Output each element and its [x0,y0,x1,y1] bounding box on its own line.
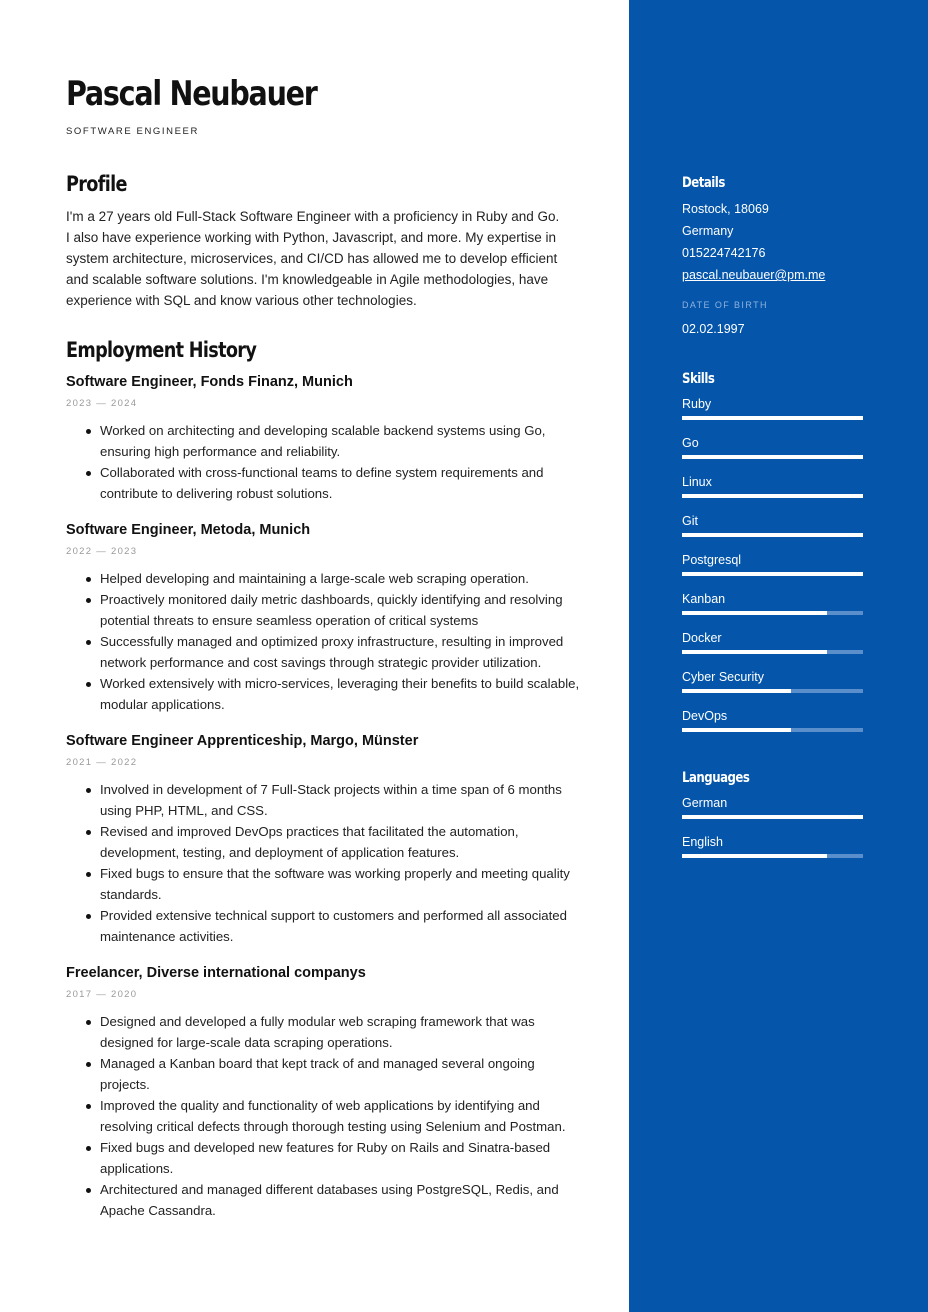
details-section [682,174,863,340]
skill-level-bar [682,689,863,693]
dob-label: DATE OF BIRTH [682,300,768,310]
job-entry-title: Software Engineer Apprenticeship, Margo, Münster [66,733,419,749]
skill-item [682,661,863,700]
job-bullet-list [66,568,586,715]
job-bullet: Worked on architecting and developing scalable backend systems using Go, ensuring high performance and reliability. [66,420,586,462]
skill-level-fill [682,494,863,498]
skill-level-bar [682,533,863,537]
job-entry [66,731,586,947]
job-bullet: Managed a Kanban board that kept track of and managed several ongoing projects. [66,1053,586,1095]
address-city: Rostock, 18069 [682,202,769,216]
skill-level-fill [682,416,863,420]
skills-list [682,388,863,739]
languages-section [682,769,863,865]
skill-level-bar [682,455,863,459]
language-level-fill [682,815,863,819]
skill-item [682,388,863,427]
dob-value: 02.02.1997 [682,322,745,336]
languages-heading: Languages [682,770,750,786]
skill-level-fill [682,611,827,615]
job-bullet-list [66,1011,586,1221]
candidate-name: Pascal Neubauer [66,74,317,114]
job-bullet: Designed and developed a fully modular web scraping framework that was designed for large-scale data scraping operations. [66,1011,586,1053]
job-bullet-list [66,779,586,947]
skill-name: Postgresql [682,553,742,567]
job-list [66,372,586,1221]
skill-level-fill [682,533,863,537]
skill-level-fill [682,455,863,459]
job-entry-title: Software Engineer, Fonds Finanz, Munich [66,374,353,390]
details-heading: Details [682,175,725,191]
language-name: German [682,796,728,810]
job-entry-title: Freelancer, Diverse international companys [66,965,366,981]
job-bullet: Revised and improved DevOps practices that facilitated the automation, development, testing, and deployment of application features. [66,821,586,863]
profile-heading: Profile [66,172,127,196]
skills-section [682,370,863,739]
skill-name: Cyber Security [682,670,764,684]
job-bullet: Improved the quality and functionality of web applications by identifying and resolving critical defects through thorough testing using Selenium and Postman. [66,1095,586,1137]
skill-level-fill [682,572,863,576]
profile-text: I'm a 27 years old Full-Stack Software Engineer with a proficiency in Ruby and Go. I also have experience working with Python, Javascript, and more. My expertise in system architecture, microservices, and CI/CD has allowed me to develop efficient and scalable software solutions. I'm knowledgeable in Agile methodologies, have experience with SQL and know various other technologies. [66,209,560,308]
skill-name: Docker [682,631,722,645]
skill-level-bar [682,416,863,420]
job-bullet: Involved in development of 7 Full-Stack projects within a time span of 6 months using PHP, HTML, and CSS. [66,779,586,821]
skill-level-bar [682,650,863,654]
skill-name: Ruby [682,397,712,411]
skill-item [682,583,863,622]
job-entry-dates: 2023 — 2024 [66,398,138,409]
job-bullet: Provided extensive technical support to customers and performed all associated maintenance activities. [66,905,586,947]
skill-name: DevOps [682,709,728,723]
language-item [682,787,863,826]
job-entry [66,372,586,504]
job-entry-title: Software Engineer, Metoda, Munich [66,522,311,538]
skill-name: Git [682,514,698,528]
skill-name: Linux [682,475,712,489]
job-bullet-list [66,420,586,504]
employment-heading: Employment History [66,338,257,362]
skill-level-fill [682,689,791,693]
skill-item [682,427,863,466]
skill-level-fill [682,728,791,732]
skill-item [682,505,863,544]
language-level-fill [682,854,827,858]
skill-item [682,622,863,661]
language-level-bar [682,854,863,858]
skill-item [682,544,863,583]
job-bullet: Fixed bugs and developed new features for Ruby on Rails and Sinatra-based applications. [66,1137,586,1179]
skill-name: Go [682,436,699,450]
languages-list [682,787,863,865]
skill-name: Kanban [682,592,726,606]
skill-level-bar [682,494,863,498]
skill-level-bar [682,728,863,732]
language-name: English [682,835,723,849]
job-entry-dates: 2022 — 2023 [66,546,138,557]
email-link[interactable]: pascal.neubauer@pm.me [682,268,826,282]
sidebar [629,0,928,1312]
job-entry [66,963,586,1221]
job-entry-dates: 2017 — 2020 [66,989,138,1000]
job-bullet: Successfully managed and optimized proxy infrastructure, resulting in improved network performance and cost savings through strategic provider utilization. [66,631,586,673]
employment-section [66,338,586,1221]
skills-heading: Skills [682,371,715,387]
job-bullet: Fixed bugs to ensure that the software was working properly and meeting quality standards. [66,863,586,905]
language-level-bar [682,815,863,819]
language-item [682,826,863,865]
skill-level-fill [682,650,827,654]
phone-number: 015224742176 [682,246,766,260]
skill-item [682,466,863,505]
job-bullet: Helped developing and maintaining a large-scale web scraping operation. [66,568,586,589]
job-bullet: Proactively monitored daily metric dashboards, quickly identifying and resolving potential threats to ensure seamless operation of critical systems [66,589,586,631]
skill-level-bar [682,572,863,576]
job-bullet: Architectured and managed different databases using PostgreSQL, Redis, and Apache Cassandra. [66,1179,586,1221]
job-entry-dates: 2021 — 2022 [66,757,138,768]
job-entry [66,520,586,715]
job-title: SOFTWARE ENGINEER [66,126,199,137]
skill-item [682,700,863,739]
profile-section [66,172,586,311]
job-bullet: Collaborated with cross-functional teams to define system requirements and contribute to delivering robust solutions. [66,462,586,504]
job-bullet: Worked extensively with micro-services, leveraging their benefits to build scalable, modular applications. [66,673,586,715]
skill-level-bar [682,611,863,615]
address-country: Germany [682,224,734,238]
